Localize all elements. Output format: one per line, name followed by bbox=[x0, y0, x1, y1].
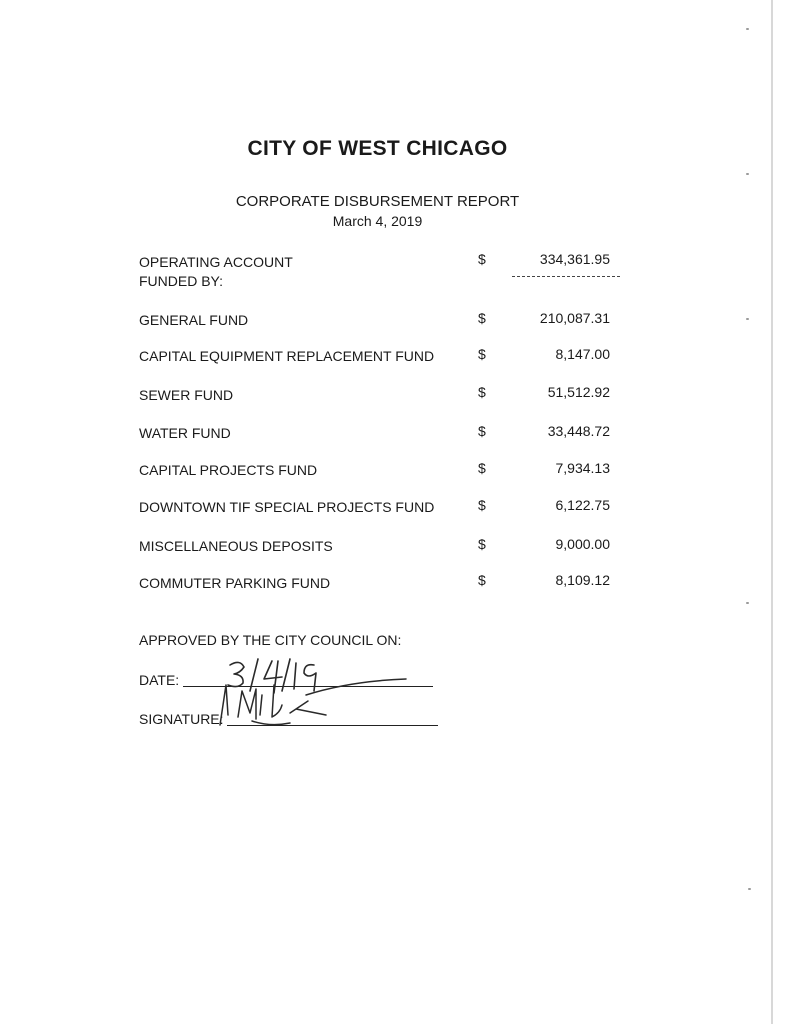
fund-amount: 8,109.12 bbox=[555, 572, 610, 588]
fund-amount: 33,448.72 bbox=[547, 423, 610, 439]
fund-label: COMMUTER PARKING FUND bbox=[139, 575, 331, 591]
scan-speck bbox=[746, 28, 749, 30]
fund-label: MISCELLANEOUS DEPOSITS bbox=[139, 538, 333, 554]
fund-label: SEWER FUND bbox=[139, 387, 234, 403]
fund-amount: 210,087.31 bbox=[539, 310, 610, 326]
fund-label: CAPITAL EQUIPMENT REPLACEMENT FUND bbox=[139, 348, 435, 364]
scan-speck bbox=[746, 173, 749, 175]
signature-field-label: SIGNATURE: bbox=[139, 711, 224, 727]
fund-dollar-sign: $ bbox=[478, 346, 486, 362]
document-title: CITY OF WEST CHICAGO bbox=[247, 137, 508, 160]
fund-amount: 8,147.00 bbox=[555, 346, 610, 362]
approval-heading: APPROVED BY THE CITY COUNCIL ON: bbox=[139, 632, 402, 648]
fund-label: DOWNTOWN TIF SPECIAL PROJECTS FUND bbox=[139, 499, 435, 515]
report-date: March 4, 2019 bbox=[332, 213, 423, 229]
fund-label: WATER FUND bbox=[139, 425, 231, 441]
fund-amount: 9,000.00 bbox=[555, 536, 610, 552]
fund-dollar-sign: $ bbox=[478, 460, 486, 476]
fund-amount: 51,512.92 bbox=[547, 384, 610, 400]
operating-dollar-sign: $ bbox=[478, 251, 486, 267]
operating-amount: 334,361.95 bbox=[539, 251, 610, 267]
scan-speck bbox=[746, 318, 749, 320]
fund-dollar-sign: $ bbox=[478, 536, 486, 552]
fund-dollar-sign: $ bbox=[478, 310, 486, 326]
fund-dollar-sign: $ bbox=[478, 497, 486, 513]
fund-dollar-sign: $ bbox=[478, 423, 486, 439]
report-subtitle: CORPORATE DISBURSEMENT REPORT bbox=[235, 193, 520, 210]
fund-dollar-sign: $ bbox=[478, 572, 486, 588]
funded-by-label: FUNDED BY: bbox=[139, 273, 224, 289]
scan-speck bbox=[746, 602, 749, 604]
fund-label: GENERAL FUND bbox=[139, 312, 249, 328]
scan-speck bbox=[748, 888, 751, 890]
operating-account-label: OPERATING ACCOUNT bbox=[139, 254, 293, 270]
fund-amount: 7,934.13 bbox=[555, 460, 610, 476]
handwritten-signature bbox=[210, 655, 450, 740]
fund-amount: 6,122.75 bbox=[555, 497, 610, 513]
date-field-label: DATE: bbox=[139, 672, 180, 688]
subtotal-dashed-rule bbox=[512, 276, 620, 277]
fund-dollar-sign: $ bbox=[478, 384, 486, 400]
fund-label: CAPITAL PROJECTS FUND bbox=[139, 462, 318, 478]
scan-edge bbox=[771, 0, 773, 1024]
